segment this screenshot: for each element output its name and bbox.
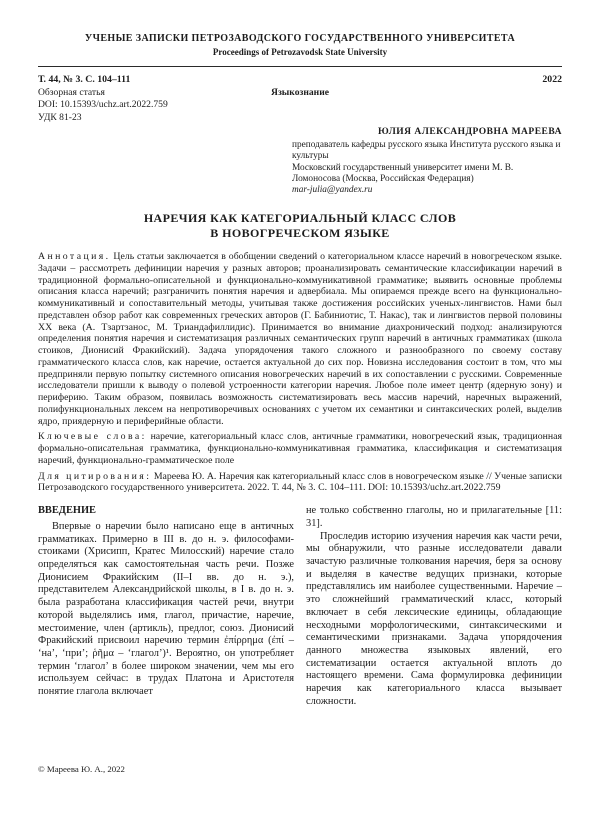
article-title-line2: В НОВОГРЕЧЕСКОМ ЯЗЫКЕ: [210, 225, 390, 240]
right-column-continuation: не только собственно глаголы, но и прилагательные [11: 31].: [306, 505, 562, 529]
left-column: [38, 505, 294, 708]
header-divider: [38, 66, 562, 67]
author-block: [292, 127, 562, 196]
body-columns: [38, 505, 562, 708]
article-title: [38, 211, 562, 240]
citation-text: Мареева Ю. А. Наречия как категориальный класс слов в новогреческом языке // Ученые записки Петрозаводского государственного университета. 2022. Т. 44, № 3. С. 104–111. DOI: 10.15393/uchz.art.2022.759: [38, 470, 562, 494]
citation-label: Для цитирования:: [38, 470, 152, 482]
intro-heading: ВВЕДЕНИЕ: [38, 505, 96, 517]
citation: [38, 471, 562, 495]
author-affiliation: Московский государственный университет имени М. В. Ломоносова (Москва, Российская Федерация): [292, 162, 514, 184]
keywords: [38, 431, 562, 466]
publication-year: 2022: [542, 74, 562, 85]
section-label: Языкознание: [271, 87, 329, 98]
author-position: преподаватель кафедры русского языка Института русского языка и культуры: [292, 140, 561, 162]
udc: УДК 81-23: [38, 111, 82, 123]
author-name: ЮЛИЯ АЛЕКСАНДРОВНА МАРЕЕВА: [377, 127, 562, 137]
article-title-line1: НАРЕЧИЯ КАК КАТЕГОРИАЛЬНЫЙ КЛАСС СЛОВ: [143, 211, 457, 226]
keywords-label: Ключевые слова:: [38, 431, 147, 443]
right-column: [306, 505, 562, 708]
journal-title-russian: УЧЕНЫЕ ЗАПИСКИ ПЕТРОЗАВОДСКОГО ГОСУДАРСТВЕННОГО УНИВЕРСИТЕТА: [84, 33, 516, 44]
volume-pages: Т. 44, № 3. С. 104–111: [38, 74, 131, 85]
doi: DOI: 10.15393/uchz.art.2022.759: [38, 99, 168, 110]
copyright-notice: © Мареева Ю. А., 2022: [38, 764, 125, 774]
keywords-text: наречие, категориальный класс слов, античные грамматики, новогреческий язык, традиционная формально-описательная грамматика, функционально-коммуникативная грамматика, классификация и систематизация наречий, функционально-грамматическое поле: [38, 431, 563, 466]
abstract-text: Цель статьи заключается в обобщении сведений о категориальном классе наречий в новогреческом языке. Задачи – рассмотреть дефиниции наречия у разных авторов; проанализировать семантические классификации наречий в традиционной формально-описательной и функционально-коммуникативной грамматике; выявить основные проблемы описания класса наречий; разграничить понятия наречия и адвербиала. Мы опираемся прежде всего на функционально-коммуникативный и сопоставительный методы, учитывая также достижения российских ученых-лингвистов. Нами был представлен обзор работ как современных греческих авторов (Г. Бабиниотис, Т. Накас), так и лингвистов первой половины XX века (А. Тзартзанос, М. Триандафиллидис). Принимается во внимание диахронический подход: анализируются определения понятия наречия и систематизация различных семантических групп наречий в античных грамматиках (школа стоиков, Дионисий Фракийский). Задача упорядочения такого сложного и разнообразного по своему составу грамматического класса слов, как наречие, остается актуальной до сих пор. Новизна исследования состоит в том, что мы предприняли первую попытку системного описания новогреческих наречий в их сопоставлении с русскими. Современные исследователи пришли к выводу о полевой устроенности категории наречия. Любое поле имеет центр (ядерную зону) и периферию. Таким образом, появилась возможность систематизировать весь массив наречий, наречных выражений, полифункциональных лексем на непротиворечивых основаниях с учетом их семантики и синтаксических ролей, выделив ядро, приядерную и периферийные области.: [38, 251, 562, 427]
abstract: [38, 251, 562, 427]
author-email: mar-julia@yandex.ru: [292, 185, 373, 196]
right-column-paragraph: Проследив историю изучения наречия как части речи, мы обнаружили, что разные исследователи давали зачастую различные толкования наречия, беря за основу и выделяя в качестве ведущих признаки, которые представлялись им наиболее существенными. Наречие – это сложнейший грамматический класс, который включает в себя лексические единицы, обладающие несходными морфологическими, синтаксическими и семантическими признаками. Задача упорядочения данного множества языковых явлений, его систематизации остается актуальной вплоть до настоящего времени. Сама формулировка дефиниции наречия как категориального класса вызывает сложности.: [306, 530, 562, 707]
issue-meta-row: [38, 73, 562, 86]
article-type-row: [38, 86, 562, 99]
article-type: Обзорная статья: [38, 87, 105, 98]
journal-title-english: Proceedings of Petrozavodsk State University: [212, 47, 388, 57]
left-column-paragraph: Впервые о наречии было написано еще в античных грамматиках. Примерно в III в. до н. э. философами-стоиками (Хрисипп, Кратес Милосский) наречие стало определяться как самостоятельная часть речи. Позже Дионисием Фракийским (II–I вв. до н. э.), представителем Александрийской школы, в I в. до н. э. была разработана классификация частей речи, внутри которой выделялись имя, глагол, причастие, наречие, местоимение, член (артикль), предлог, союз. Дионисий Фракийский присвоил наречию термин ἐπίρρημα (ἐπί – ‘на’, ‘при’; ῥῆμα – ‘глагол’)¹. Вероятно, он употребляет термин ‘глагол’ в более широком значении, чем мы его используем сейчас: в трудах Платона и Аристотеля понятие глагола включает: [38, 520, 294, 698]
journal-header: [38, 33, 562, 58]
abstract-label: Аннотация.: [38, 251, 111, 263]
